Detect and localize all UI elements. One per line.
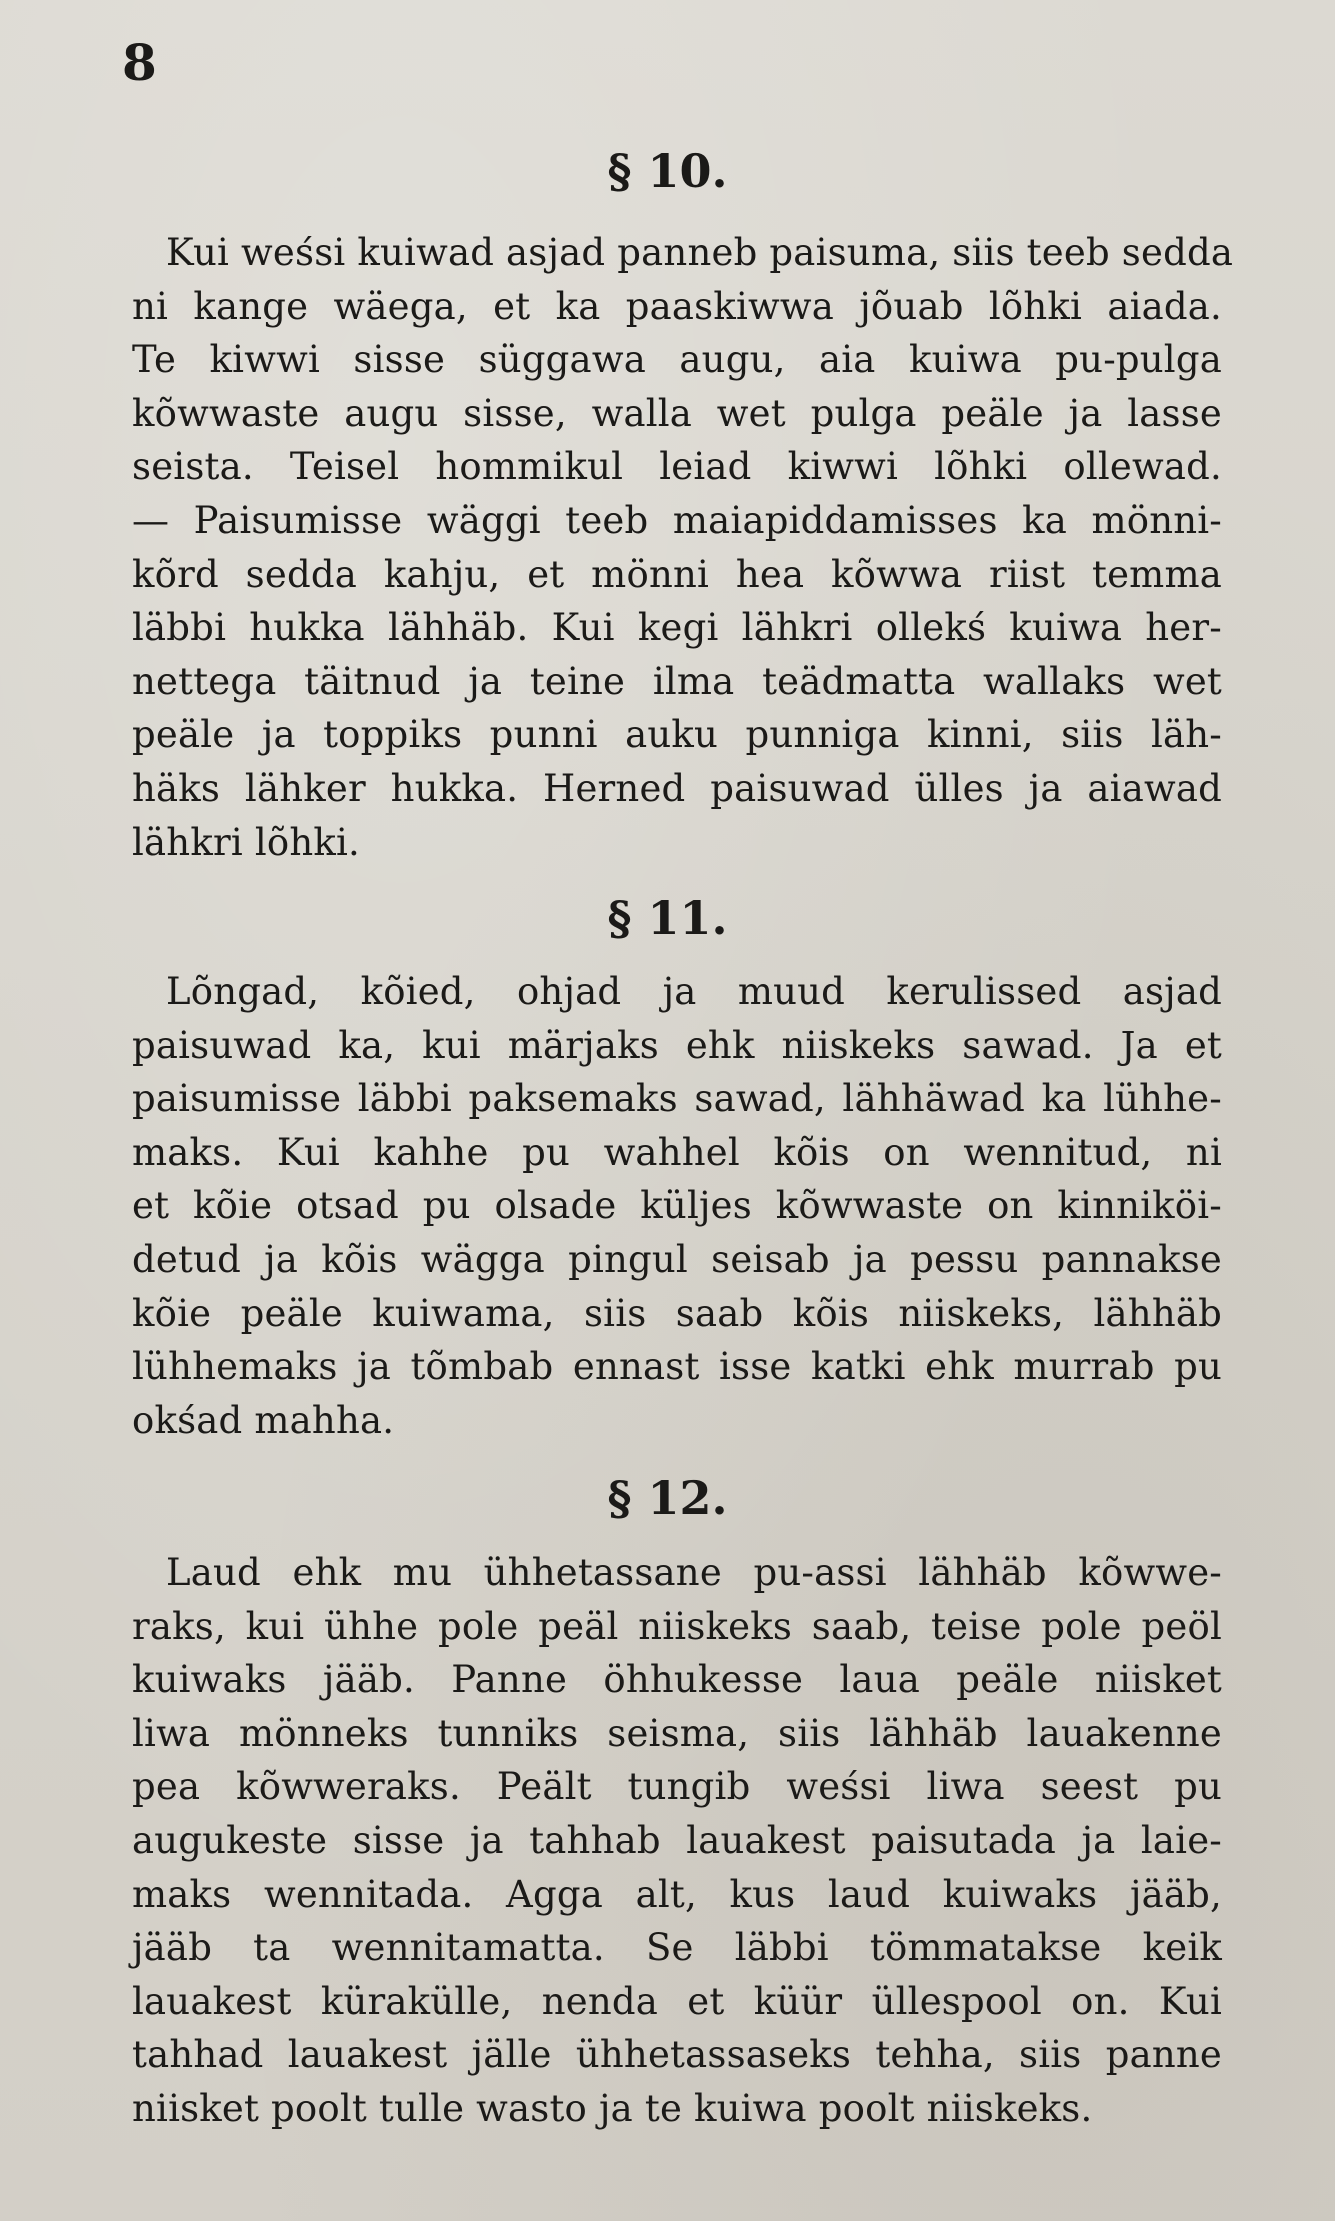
section-heading: § 11.: [607, 891, 728, 945]
text-line: häks lähker hukka. Herned paisuwad ülles ja aiawad: [132, 766, 1222, 810]
text-line: kõrd sedda kahju, et mönni hea kõwwa riist temma: [132, 552, 1222, 596]
text-line: peäle ja toppiks punni auku punniga kinni, siis läh-: [132, 713, 1222, 757]
text-line: Laud ehk mu ühhetassane pu-assi lähhäb kõwwe-: [166, 1551, 1222, 1594]
text-line: liwa mönneks tunniks seisma, siis lähhäb lauakenne: [132, 1711, 1222, 1755]
text-line: Te kiwwi sisse süggawa augu, aia kuiwa pu-pulga: [132, 338, 1222, 382]
text-line: pea kõwweraks. Peält tungib weśsi liwa seest pu: [132, 1765, 1222, 1809]
text-line: maks wennitada. Agga alt, kus laud kuiwaks jääb,: [132, 1872, 1222, 1916]
section-paragraph: [132, 226, 1234, 869]
text-line: Lõngad, kõied, ohjad ja muud kerulissed asjad: [166, 970, 1222, 1013]
text-line: kõie peäle kuiwama, siis saab kõis niiskeks, lähhäb: [132, 1291, 1222, 1335]
text-line: paisumisse läbbi paksemaks sawad, lähhäwad ka lühhe-: [132, 1077, 1222, 1121]
text-line: tahhad lauakest jälle ühhetassaseks tehha, siis panne: [132, 2033, 1222, 2077]
text-line: seista. Teisel hommikul leiad kiwwi lõhki ollewad.: [132, 445, 1222, 489]
text-line: Kui weśsi kuiwad asjad panneb paisuma, siis teeb sedda: [166, 231, 1234, 274]
text-line: augukeste sisse ja tahhab lauakest paisutada ja laie-: [132, 1818, 1222, 1862]
text-line: paisuwad ka, kui märjaks ehk niiskeks sawad. Ja et: [132, 1023, 1222, 1067]
section-paragraph: [132, 965, 1222, 1447]
text-line: lühhemaks ja tõmbab ennast isse katki ehk murrab pu: [132, 1345, 1222, 1389]
text-line: lähkri lõhki.: [132, 820, 360, 864]
text-line: maks. Kui kahhe pu wahhel kõis on wennitud, ni: [132, 1130, 1222, 1174]
section-paragraph: [132, 1546, 1222, 2136]
text-line: kõwwaste augu sisse, walla wet pulga peäle ja lasse: [132, 391, 1222, 435]
text-line: okśad mahha.: [132, 1398, 395, 1442]
text-line: kuiwaks jääb. Panne öhhukesse laua peäle niisket: [132, 1658, 1222, 1702]
section-heading: § 12.: [607, 1471, 728, 1525]
text-line: jääb ta wennitamatta. Se läbbi tömmatakse keik: [132, 1926, 1222, 1970]
text-line: nettega täitnud ja teine ilma teädmatta wallaks wet: [132, 659, 1222, 703]
text-line: detud ja kõis wägga pingul seisab ja pessu pannakse: [132, 1237, 1222, 1281]
text-line: ni kange wäega, et ka paaskiwwa jõuab lõhki aiada.: [132, 284, 1222, 328]
text-line: lauakest kürakülle, nenda et küür üllespool on. Kui: [132, 1979, 1222, 2023]
page-number: 8: [122, 33, 157, 92]
section-heading: § 10.: [607, 144, 728, 198]
text-line: läbbi hukka lähhäb. Kui kegi lähkri ollekś kuiwa her-: [132, 606, 1222, 650]
text-line: niisket poolt tulle wasto ja te kuiwa poolt niiskeks.: [132, 2086, 1093, 2130]
text-line: et kõie otsad pu olsade küljes kõwwaste on kinniköi-: [132, 1184, 1222, 1228]
text-line: — Paisumisse wäggi teeb maiapiddamisses ka mönni-: [132, 498, 1222, 542]
text-line: raks, kui ühhe pole peäl niiskeks saab, teise pole peöl: [132, 1604, 1222, 1648]
